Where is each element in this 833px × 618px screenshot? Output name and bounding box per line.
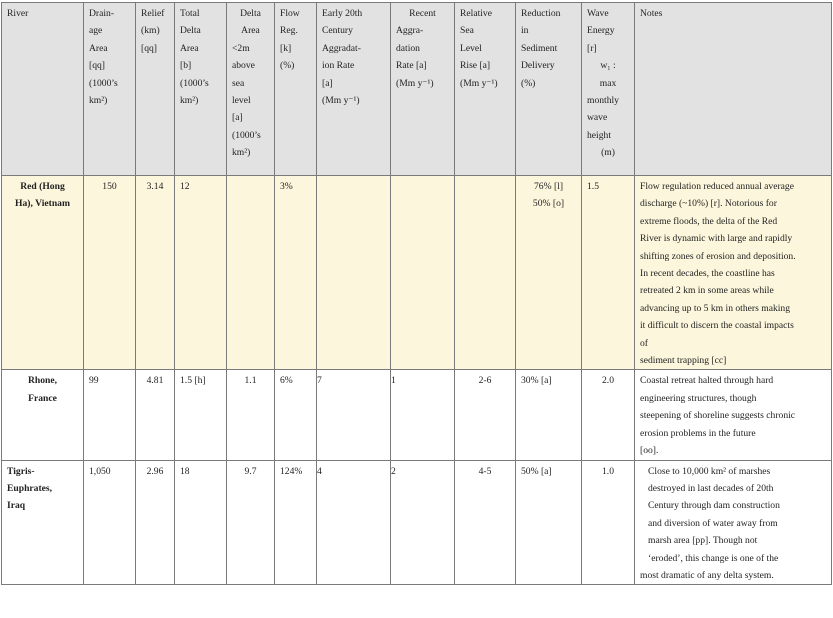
header-total-delta-area: Total Delta Area [b] (1000’s km²) [175, 3, 227, 176]
header-row [2, 3, 832, 176]
delta-data-table [1, 2, 832, 585]
cell-relief: 4.81 [136, 370, 175, 460]
table-row [2, 460, 832, 585]
cell-early-aggradation-rate: 7 [317, 370, 391, 460]
cell-wave-energy: 1.0 [582, 460, 635, 585]
header-river: River [2, 3, 84, 176]
cell-total-delta-area: 1.5 [h] [175, 370, 227, 460]
cell-wave-energy: 2.0 [582, 370, 635, 460]
cell-early-aggradation-rate: 4 [317, 460, 391, 585]
header-notes: Notes [635, 3, 832, 176]
header-recent-aggradation-rate: Recent Aggra- dation Rate [a] (Mm y⁻¹) [391, 3, 455, 176]
table-row [2, 176, 832, 370]
cell-river: Red (Hong Ha), Vietnam [2, 176, 84, 370]
header-sediment-reduction: Reduction in Sediment Delivery (%) [516, 3, 582, 176]
cell-recent-aggradation-rate: 2 [391, 460, 455, 585]
cell-flow-regulation: 3% [275, 176, 317, 370]
cell-notes: Close to 10,000 km² of marshes destroyed in last decades of 20th Century through dam construction and diversion of water away from marsh area [pp]. Though not ‘eroded’, this change is one of the most dramatic of any delta system. [635, 460, 832, 585]
header-flow-regulation: Flow Reg. [k] (%) [275, 3, 317, 176]
cell-flow-regulation: 124% [275, 460, 317, 585]
cell-recent-aggradation-rate [391, 176, 455, 370]
cell-drainage-area: 1,050 [84, 460, 136, 585]
cell-sediment-reduction: 76% [l] 50% [o] [516, 176, 582, 370]
cell-total-delta-area: 12 [175, 176, 227, 370]
cell-relative-sea-level-rise: 4-5 [455, 460, 516, 585]
cell-river: Rhone, France [2, 370, 84, 460]
cell-delta-area-below-2m: 9.7 [227, 460, 275, 585]
cell-notes: Coastal retreat halted through hard engineering structures, though steepening of shoreline suggests chronic erosion problems in the future [oo]. [635, 370, 832, 460]
cell-delta-area-below-2m [227, 176, 275, 370]
cell-river: Tigris- Euphrates, Iraq [2, 460, 84, 585]
cell-relief: 2.96 [136, 460, 175, 585]
header-relief: Relief (km) [qq] [136, 3, 175, 176]
cell-recent-aggradation-rate: 1 [391, 370, 455, 460]
cell-sediment-reduction: 50% [a] [516, 460, 582, 585]
cell-early-aggradation-rate [317, 176, 391, 370]
cell-relative-sea-level-rise [455, 176, 516, 370]
cell-notes: Flow regulation reduced annual average discharge (~10%) [r]. Notorious for extreme floods, the delta of the Red River is dynamic with large and rapidly shifting zones of erosion and deposition. In recent decades, the coastline has retreated 2 km in some areas while advancing up to 5 km in others making it difficult to discern the coastal impacts of sediment trapping [cc] [635, 176, 832, 370]
header-relative-sea-level-rise: Relative Sea Level Rise [a] (Mm y⁻¹) [455, 3, 516, 176]
cell-drainage-area: 99 [84, 370, 136, 460]
cell-relative-sea-level-rise: 2-6 [455, 370, 516, 460]
cell-total-delta-area: 18 [175, 460, 227, 585]
cell-delta-area-below-2m: 1.1 [227, 370, 275, 460]
cell-drainage-area: 150 [84, 176, 136, 370]
cell-relief: 3.14 [136, 176, 175, 370]
header-drainage-area: Drain- age Area [qq] (1000’s km²) [84, 3, 136, 176]
header-early-aggradation-rate: Early 20th Century Aggradat- ion Rate [a] (Mm y⁻¹) [317, 3, 391, 176]
header-wave-energy: Wave Energy [r] w₁ : max monthly wave height (m) [582, 3, 635, 176]
cell-sediment-reduction: 30% [a] [516, 370, 582, 460]
cell-flow-regulation: 6% [275, 370, 317, 460]
header-delta-area-below-2m: Delta Area <2m above sea level [a] (1000’s km²) [227, 3, 275, 176]
table-row [2, 370, 832, 460]
cell-wave-energy: 1.5 [582, 176, 635, 370]
